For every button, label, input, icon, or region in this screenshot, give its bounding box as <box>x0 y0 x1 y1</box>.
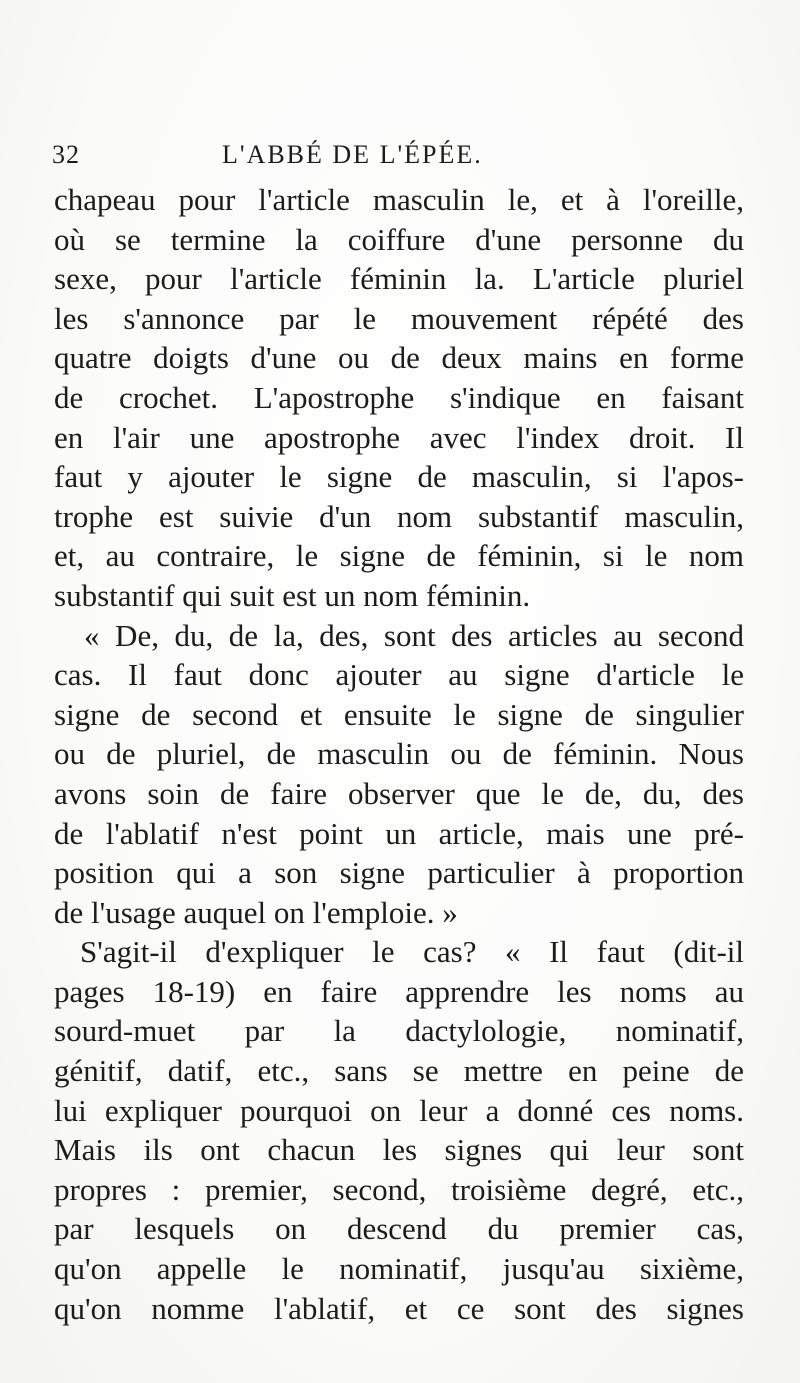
text-line: et, au contraire, le signe de féminin, si le nom <box>54 538 744 574</box>
text-line: sexe, pour l'article féminin la. L'article pluriel <box>54 261 744 297</box>
text-line: où se termine la coiffure d'une personne du <box>54 221 744 257</box>
text-line: cas. Il faut donc ajouter au signe d'article le <box>54 657 744 693</box>
text-line: quatre doigts d'une ou de deux mains en forme <box>54 340 744 376</box>
text-line: substantif qui suit est un nom féminin. <box>54 577 531 613</box>
text-line: Mais ils ont chacun les signes qui leur sont <box>54 1132 744 1168</box>
text-line: « De, du, de la, des, sont des articles au second <box>84 617 744 653</box>
text-line: trophe est suivie d'un nom substantif masculin, <box>54 498 744 534</box>
text-line: sourd-muet par la dactylologie, nominatif, <box>54 1013 744 1049</box>
text-line: ou de pluriel, de masculin ou de féminin. Nous <box>54 736 744 772</box>
body-text <box>54 180 744 1328</box>
text-line: qu'on nomme l'ablatif, et ce sont des signes <box>54 1290 744 1326</box>
text-line: lui expliquer pourquoi on leur a donné ces noms. <box>54 1092 744 1128</box>
text-line: position qui a son signe particulier à proportion <box>54 855 744 891</box>
text-line: avons soin de faire observer que le de, du, des <box>54 775 744 811</box>
text-line: de crochet. L'apostrophe s'indique en faisant <box>54 379 744 415</box>
text-line: de l'usage auquel on l'emploie. » <box>54 894 458 930</box>
page-number: 32 <box>52 140 80 169</box>
text-line: en l'air une apostrophe avec l'index droit. Il <box>54 419 744 455</box>
text-line: de l'ablatif n'est point un article, mais une pré- <box>54 815 744 851</box>
text-line: génitif, datif, etc., sans se mettre en peine de <box>54 1053 744 1089</box>
text-line: propres : premier, second, troisième degré, etc., <box>54 1171 744 1207</box>
text-line: signe de second et ensuite le signe de singulier <box>54 696 744 732</box>
text-line: les s'annonce par le mouvement répété des <box>54 300 744 336</box>
text-line: faut y ajouter le signe de masculin, si l'apos- <box>54 459 744 495</box>
text-line: qu'on appelle le nominatif, jusqu'au sixième, <box>54 1251 744 1287</box>
text-line: chapeau pour l'article masculin le, et à l'oreille, <box>54 182 744 217</box>
text-line: S'agit-il d'expliquer le cas? « Il faut (dit-il <box>80 934 744 970</box>
page-header <box>52 140 752 176</box>
running-head: L'ABBÉ DE L'ÉPÉE. <box>222 140 483 169</box>
text-line: par lesquels on descend du premier cas, <box>54 1211 744 1247</box>
text-line: pages 18-19) en faire apprendre les noms au <box>54 973 744 1009</box>
